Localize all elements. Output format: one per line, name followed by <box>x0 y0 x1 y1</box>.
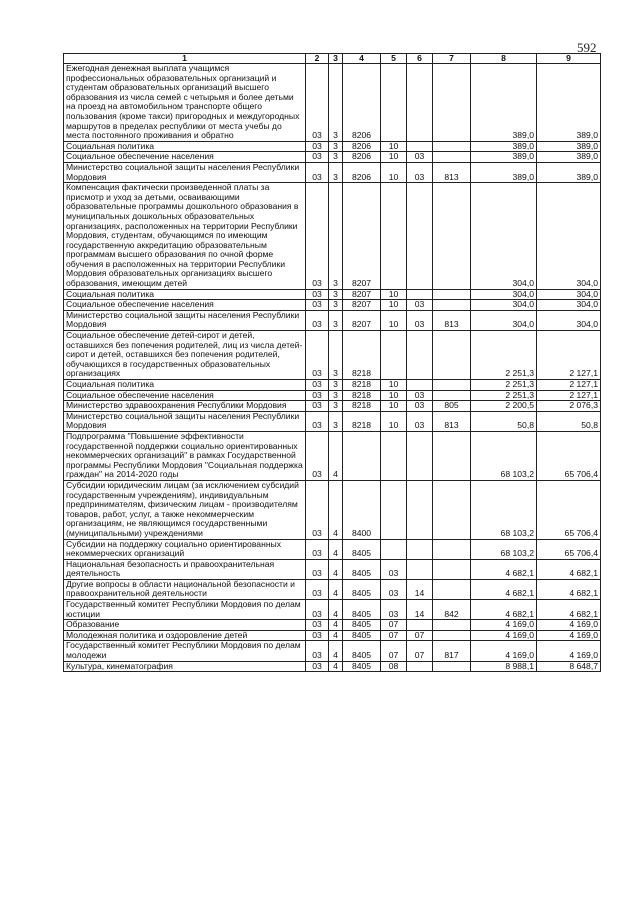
code-main: 03 <box>306 480 329 539</box>
code-subsection <box>407 141 433 152</box>
code-sub: 4 <box>329 480 343 539</box>
code-target: 8218 <box>343 401 381 412</box>
row-name: Подпрограмма "Повышение эффективности государственной поддержки социально ориентированных некоммерческих организаций" в рамках Государственной программы Республики Мордовия "Социальная поддержка граждан" на 2014-2020 годы <box>64 431 306 480</box>
code-ministry <box>433 64 471 142</box>
row-name: Социальное обеспечение населения <box>64 152 306 163</box>
amount-year-1: 304,0 <box>471 289 537 300</box>
row-name: Культура, кинематография <box>64 661 306 672</box>
row-name: Социальное обеспечение населения <box>64 390 306 401</box>
amount-year-2: 4 169,0 <box>537 641 601 661</box>
code-target: 8400 <box>343 480 381 539</box>
code-ministry <box>433 183 471 290</box>
budget-table <box>63 53 601 672</box>
code-subsection <box>407 331 433 380</box>
amount-year-2: 389,0 <box>537 141 601 152</box>
code-main: 03 <box>306 539 329 559</box>
code-ministry <box>433 630 471 641</box>
amount-year-1: 68 103,2 <box>471 431 537 480</box>
code-subsection <box>407 431 433 480</box>
code-section <box>381 480 407 539</box>
code-section: 10 <box>381 411 407 431</box>
code-sub: 3 <box>329 401 343 412</box>
code-sub: 3 <box>329 310 343 330</box>
code-ministry <box>433 579 471 599</box>
table-row <box>64 401 601 412</box>
code-main: 03 <box>306 620 329 631</box>
code-section: 03 <box>381 579 407 599</box>
row-name: Социальное обеспечение населения <box>64 300 306 311</box>
code-main: 03 <box>306 162 329 182</box>
amount-year-1: 304,0 <box>471 310 537 330</box>
row-name: Молодежная политика и оздоровление детей <box>64 630 306 641</box>
row-name: Министерство социальной защиты населения Республики Мордовия <box>64 162 306 182</box>
code-subsection <box>407 620 433 631</box>
code-subsection <box>407 559 433 579</box>
table-row <box>64 480 601 539</box>
table-row <box>64 411 601 431</box>
code-sub: 3 <box>329 331 343 380</box>
code-ministry: 805 <box>433 401 471 412</box>
amount-year-2: 4 682,1 <box>537 559 601 579</box>
code-target: 8405 <box>343 630 381 641</box>
column-header: 8 <box>471 54 537 64</box>
code-sub: 4 <box>329 579 343 599</box>
code-main: 03 <box>306 401 329 412</box>
code-subsection: 03 <box>407 401 433 412</box>
code-target: 8218 <box>343 411 381 431</box>
code-subsection: 03 <box>407 162 433 182</box>
code-main: 03 <box>306 152 329 163</box>
code-main: 03 <box>306 380 329 391</box>
code-sub: 3 <box>329 380 343 391</box>
code-ministry <box>433 141 471 152</box>
code-main: 03 <box>306 431 329 480</box>
table-row <box>64 661 601 672</box>
code-main: 03 <box>306 289 329 300</box>
code-ministry <box>433 480 471 539</box>
table-row <box>64 559 601 579</box>
code-subsection: 07 <box>407 630 433 641</box>
code-main: 03 <box>306 600 329 620</box>
code-target: 8218 <box>343 331 381 380</box>
code-sub: 4 <box>329 600 343 620</box>
amount-year-2: 389,0 <box>537 162 601 182</box>
table-row <box>64 289 601 300</box>
code-section: 10 <box>381 310 407 330</box>
amount-year-2: 304,0 <box>537 289 601 300</box>
table-row <box>64 64 601 142</box>
code-subsection: 03 <box>407 310 433 330</box>
code-target: 8405 <box>343 600 381 620</box>
code-section: 03 <box>381 559 407 579</box>
code-main: 03 <box>306 559 329 579</box>
code-target: 8218 <box>343 380 381 391</box>
code-ministry <box>433 539 471 559</box>
row-name: Социальное обеспечение детей-сирот и детей, оставшихся без попечения родителей, лиц из числа детей-сирот и детей, оставшихся без попечения родителей, обучающихся в государственных образовательных организациях <box>64 331 306 380</box>
amount-year-1: 4 169,0 <box>471 630 537 641</box>
code-subsection <box>407 380 433 391</box>
code-main: 03 <box>306 630 329 641</box>
code-sub: 3 <box>329 64 343 142</box>
amount-year-2: 2 127,1 <box>537 380 601 391</box>
table-row <box>64 380 601 391</box>
code-subsection: 07 <box>407 641 433 661</box>
code-ministry <box>433 152 471 163</box>
code-target: 8206 <box>343 64 381 142</box>
code-section: 03 <box>381 600 407 620</box>
amount-year-1: 50,8 <box>471 411 537 431</box>
amount-year-1: 389,0 <box>471 141 537 152</box>
code-sub: 3 <box>329 162 343 182</box>
column-header: 5 <box>381 54 407 64</box>
code-sub: 3 <box>329 289 343 300</box>
amount-year-1: 2 251,3 <box>471 390 537 401</box>
amount-year-2: 2 076,3 <box>537 401 601 412</box>
code-section: 10 <box>381 401 407 412</box>
code-section: 10 <box>381 162 407 182</box>
code-subsection <box>407 183 433 290</box>
code-sub: 4 <box>329 641 343 661</box>
amount-year-2: 65 706,4 <box>537 431 601 480</box>
row-name: Национальная безопасность и правоохранительная деятельность <box>64 559 306 579</box>
table-header-row <box>64 54 601 64</box>
code-target: 8405 <box>343 579 381 599</box>
code-sub: 4 <box>329 559 343 579</box>
code-main: 03 <box>306 331 329 380</box>
code-subsection <box>407 480 433 539</box>
code-sub: 3 <box>329 390 343 401</box>
table-row <box>64 390 601 401</box>
code-subsection <box>407 289 433 300</box>
amount-year-1: 4 682,1 <box>471 579 537 599</box>
page-number: 592 <box>577 40 597 55</box>
code-main: 03 <box>306 661 329 672</box>
code-target: 8405 <box>343 559 381 579</box>
code-ministry <box>433 289 471 300</box>
column-header: 1 <box>64 54 306 64</box>
row-name: Субсидии юридическим лицам (за исключением субсидий государственным учреждениям), индивидуальным предпринимателям, физическим лицам - производителям товаров, работ, услуг, а также некоммерческим организациям, не являющимся государственными (муниципальными) учреждениями <box>64 480 306 539</box>
code-section: 10 <box>381 141 407 152</box>
code-ministry: 817 <box>433 641 471 661</box>
amount-year-1: 389,0 <box>471 162 537 182</box>
code-main: 03 <box>306 141 329 152</box>
row-name: Государственный комитет Республики Мордовия по делам юстиции <box>64 600 306 620</box>
code-section: 10 <box>381 380 407 391</box>
code-sub: 3 <box>329 141 343 152</box>
code-ministry <box>433 300 471 311</box>
code-sub: 3 <box>329 300 343 311</box>
code-subsection <box>407 661 433 672</box>
code-section <box>381 539 407 559</box>
row-name: Министерство здравоохранения Республики Мордовия <box>64 401 306 412</box>
code-subsection: 14 <box>407 600 433 620</box>
code-main: 03 <box>306 641 329 661</box>
table-row <box>64 539 601 559</box>
table-row <box>64 579 601 599</box>
code-target: 8207 <box>343 289 381 300</box>
amount-year-1: 389,0 <box>471 152 537 163</box>
row-name: Образование <box>64 620 306 631</box>
code-sub: 4 <box>329 620 343 631</box>
code-target: 8206 <box>343 141 381 152</box>
amount-year-1: 2 200,5 <box>471 401 537 412</box>
code-sub: 4 <box>329 630 343 641</box>
code-main: 03 <box>306 579 329 599</box>
amount-year-1: 304,0 <box>471 183 537 290</box>
code-subsection: 03 <box>407 390 433 401</box>
amount-year-1: 304,0 <box>471 300 537 311</box>
amount-year-1: 4 169,0 <box>471 641 537 661</box>
column-header: 9 <box>537 54 601 64</box>
amount-year-2: 389,0 <box>537 64 601 142</box>
code-subsection: 14 <box>407 579 433 599</box>
table-row <box>64 162 601 182</box>
code-section: 08 <box>381 661 407 672</box>
code-subsection: 03 <box>407 411 433 431</box>
code-target: 8207 <box>343 183 381 290</box>
column-header: 4 <box>343 54 381 64</box>
amount-year-2: 65 706,4 <box>537 480 601 539</box>
table-row <box>64 600 601 620</box>
code-target <box>343 431 381 480</box>
row-name: Социальная политика <box>64 289 306 300</box>
amount-year-1: 68 103,2 <box>471 539 537 559</box>
code-section: 07 <box>381 620 407 631</box>
code-target: 8206 <box>343 162 381 182</box>
row-name: Социальная политика <box>64 380 306 391</box>
row-name: Другие вопросы в области национальной безопасности и правоохранительной деятельности <box>64 579 306 599</box>
code-ministry: 842 <box>433 600 471 620</box>
row-name: Социальная политика <box>64 141 306 152</box>
code-section <box>381 431 407 480</box>
table-row <box>64 331 601 380</box>
amount-year-1: 2 251,3 <box>471 331 537 380</box>
code-sub: 4 <box>329 539 343 559</box>
code-main: 03 <box>306 183 329 290</box>
table-row <box>64 152 601 163</box>
amount-year-2: 304,0 <box>537 310 601 330</box>
amount-year-2: 304,0 <box>537 183 601 290</box>
amount-year-2: 4 169,0 <box>537 630 601 641</box>
table-row <box>64 641 601 661</box>
amount-year-1: 68 103,2 <box>471 480 537 539</box>
code-ministry <box>433 661 471 672</box>
column-header: 2 <box>306 54 329 64</box>
code-sub: 3 <box>329 183 343 290</box>
code-subsection: 03 <box>407 300 433 311</box>
table-row <box>64 630 601 641</box>
code-section: 10 <box>381 300 407 311</box>
code-section <box>381 331 407 380</box>
code-subsection: 03 <box>407 152 433 163</box>
code-section: 07 <box>381 630 407 641</box>
column-header: 6 <box>407 54 433 64</box>
code-target: 8405 <box>343 661 381 672</box>
amount-year-1: 8 988,1 <box>471 661 537 672</box>
code-section <box>381 183 407 290</box>
code-ministry <box>433 390 471 401</box>
code-ministry <box>433 559 471 579</box>
amount-year-2: 50,8 <box>537 411 601 431</box>
amount-year-2: 65 706,4 <box>537 539 601 559</box>
row-name: Министерство социальной защиты населения Республики Мордовия <box>64 310 306 330</box>
code-section <box>381 64 407 142</box>
code-sub: 3 <box>329 411 343 431</box>
code-target: 8405 <box>343 620 381 631</box>
code-ministry: 813 <box>433 162 471 182</box>
amount-year-2: 389,0 <box>537 152 601 163</box>
amount-year-1: 2 251,3 <box>471 380 537 391</box>
row-name: Компенсация фактически произведенной платы за присмотр и уход за детьми, осваивающими образовательные программы дошкольного образования в муниципальных дошкольных образовательных организациях, расположенных на территории Республики Мордовия, студентам, обучающимся по имеющим государственную аккредитацию образовательным программам высшего образования по очной форме обучения в расположенных на территории Республики Мордовия образовательных организациях высшего образования, имеющим детей <box>64 183 306 290</box>
code-section: 10 <box>381 152 407 163</box>
code-ministry <box>433 431 471 480</box>
row-name: Ежегодная денежная выплата учащимся профессиональных образовательных организаций и студентам образовательных организаций высшего образования из числа семей с четырьмя и более детьми на проезд на автомобильном транспорте общего пользования (кроме такси) пригородных и междугородных маршрутов в пределах республики от места учебы до места постоянного проживания и обратно <box>64 64 306 142</box>
code-target: 8207 <box>343 310 381 330</box>
amount-year-2: 4 682,1 <box>537 600 601 620</box>
code-target: 8405 <box>343 539 381 559</box>
table-row <box>64 620 601 631</box>
code-main: 03 <box>306 411 329 431</box>
code-ministry: 813 <box>433 310 471 330</box>
amount-year-1: 4 169,0 <box>471 620 537 631</box>
table-row <box>64 183 601 290</box>
table-body <box>64 64 601 672</box>
column-header: 7 <box>433 54 471 64</box>
code-section: 07 <box>381 641 407 661</box>
amount-year-2: 304,0 <box>537 300 601 311</box>
code-main: 03 <box>306 390 329 401</box>
code-main: 03 <box>306 310 329 330</box>
code-main: 03 <box>306 64 329 142</box>
row-name: Министерство социальной защиты населения Республики Мордовия <box>64 411 306 431</box>
code-ministry <box>433 380 471 391</box>
amount-year-1: 4 682,1 <box>471 600 537 620</box>
code-sub: 4 <box>329 431 343 480</box>
amount-year-1: 389,0 <box>471 64 537 142</box>
amount-year-2: 2 127,1 <box>537 331 601 380</box>
code-subsection <box>407 64 433 142</box>
code-sub: 3 <box>329 152 343 163</box>
table-row <box>64 310 601 330</box>
code-section: 10 <box>381 289 407 300</box>
code-ministry <box>433 331 471 380</box>
code-target: 8206 <box>343 152 381 163</box>
code-ministry <box>433 620 471 631</box>
code-target: 8218 <box>343 390 381 401</box>
column-header: 3 <box>329 54 343 64</box>
amount-year-2: 4 169,0 <box>537 620 601 631</box>
table-row <box>64 431 601 480</box>
amount-year-2: 4 682,1 <box>537 579 601 599</box>
code-main: 03 <box>306 300 329 311</box>
code-ministry: 813 <box>433 411 471 431</box>
amount-year-2: 8 648,7 <box>537 661 601 672</box>
amount-year-2: 2 127,1 <box>537 390 601 401</box>
code-target: 8207 <box>343 300 381 311</box>
code-sub: 4 <box>329 661 343 672</box>
code-target: 8405 <box>343 641 381 661</box>
amount-year-1: 4 682,1 <box>471 559 537 579</box>
row-name: Субсидии на поддержку социально ориентированных некоммерческих организаций <box>64 539 306 559</box>
table-row <box>64 141 601 152</box>
code-section: 10 <box>381 390 407 401</box>
row-name: Государственный комитет Республики Мордовия по делам молодежи <box>64 641 306 661</box>
table-row <box>64 300 601 311</box>
code-subsection <box>407 539 433 559</box>
